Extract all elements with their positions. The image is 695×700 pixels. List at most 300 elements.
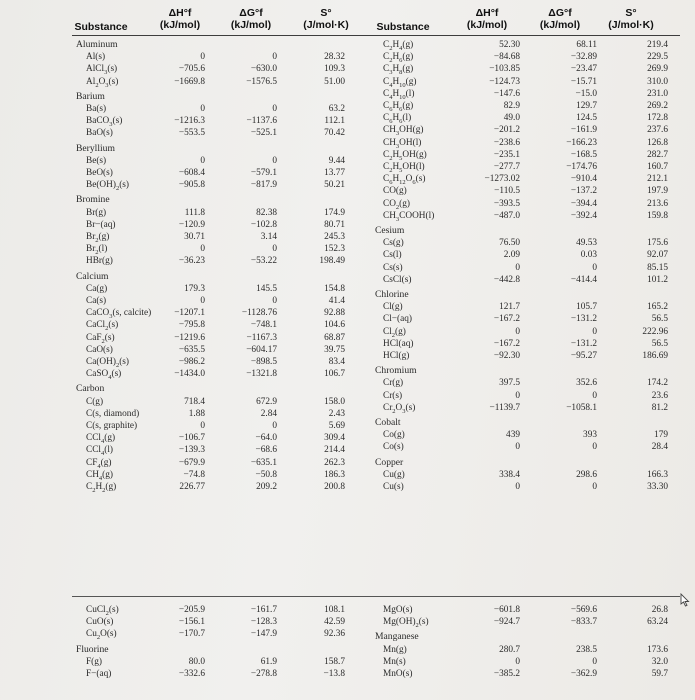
gibbs-value: 209.2 [256,482,277,492]
table-row [0,112,695,124]
substance-name: HBr(g) [86,256,113,267]
element-group-heading: Manganese [375,631,419,643]
gibbs-value: 0 [592,262,597,273]
entropy-value: 63.24 [647,617,668,628]
enthalpy-value: −92.30 [493,351,520,361]
enthalpy-value: −986.2 [178,357,205,367]
entropy-value: 126.8 [647,137,668,148]
substance-name: $C_6H_{12}O_6(s)$ [383,174,426,187]
enthalpy-unit: (kJ/mol) [159,18,201,31]
substance-name: CsCl(s) [383,274,412,285]
table-row [0,457,695,469]
enthalpy-value: −601.8 [493,605,520,615]
substance-name: HCl(g) [383,351,410,361]
enthalpy-value: −74.8 [183,469,205,480]
enthalpy-value: −1219.6 [174,332,205,343]
gibbs-value: 0 [272,421,277,431]
table-row [0,481,695,493]
entropy-value: 70.42 [324,128,345,139]
gibbs-value: 3.14 [260,232,277,242]
enthalpy-value: −553.5 [178,128,205,139]
element-group-heading: Copper [375,456,404,468]
entropy-value: 50.21 [324,180,345,191]
substance-name: $C_2H_5OH(l)$ [383,162,425,174]
entropy-value: 165.2 [647,302,668,313]
gibbs-value: −174.76 [566,162,597,172]
entropy-value: 229.5 [647,52,668,63]
table-row [0,237,695,249]
substance-name: $Cl_2(g)$ [383,326,406,339]
gibbs-value: 0 [272,155,277,166]
substance-name: CuO(s) [86,617,114,628]
gibbs-value: −95.27 [570,351,597,361]
gibbs-value: 68.11 [576,40,597,50]
enthalpy-value: −1434.0 [174,369,205,380]
substance-name: MnO(s) [383,669,413,679]
entropy-value: 186.3 [324,469,345,480]
entropy-value: 68.87 [324,332,345,343]
gibbs-value: −898.5 [250,357,277,367]
substance-name: $C_2H_5OH(g)$ [383,149,427,162]
substance-name: $C_3H_8(g)$ [383,64,414,77]
gibbs-value: 129.7 [576,101,597,111]
entropy-value: 92.36 [324,629,345,640]
enthalpy-value: 80.0 [188,656,205,667]
gibbs-value: 0 [592,390,597,401]
substance-name: AlCl$_3$(s) [86,64,118,77]
entropy-value: 108.1 [324,605,345,615]
substance-name: $Br_2(l)$ [86,244,108,257]
substance-name: $C_2H_2(g)$ [86,482,117,494]
entropy-value: 33.30 [647,482,668,492]
entropy-value: 166.3 [647,469,668,480]
gibbs-value: 49.53 [576,238,597,249]
gibbs-value: −68.6 [255,445,277,456]
gibbs-value: −604.17 [246,344,277,355]
enthalpy-value: −1216.3 [174,116,205,127]
entropy-value: 158.7 [324,656,345,667]
enthalpy-value: −201.2 [493,125,520,136]
gibbs-value: −53.22 [250,256,277,267]
substance-header-right: Substance [376,21,430,33]
entropy-value: 269.2 [647,101,668,111]
enthalpy-value: −1669.8 [174,76,205,87]
gibbs-header-left [221,0,281,37]
enthalpy-value: −170.7 [178,629,205,640]
enthalpy-header-right [457,0,517,37]
table-row [0,76,695,88]
entropy-value: 56.5 [651,314,668,325]
substance-name: MgO(s) [383,605,413,615]
entropy-value: 175.6 [647,238,668,249]
substance-name: Cu(s) [383,482,404,492]
entropy-value: 179 [654,430,668,441]
gibbs-value: −166.23 [566,137,597,148]
substance-name: $C_4H_{10}(g)$ [383,76,417,89]
entropy-value: 197.9 [647,186,668,197]
gibbs-value: −394.4 [570,198,597,209]
enthalpy-value: −608.4 [178,168,205,178]
gibbs-value: −579.1 [250,168,277,178]
entropy-value: 309.4 [324,433,345,444]
enthalpy-value: 226.77 [179,482,205,492]
gibbs-value: −392.4 [570,210,597,221]
enthalpy-value: −905.8 [178,180,205,191]
entropy-value: 186.69 [642,351,668,361]
entropy-value: 112.1 [324,116,345,127]
gibbs-value: −1321.8 [246,369,277,380]
entropy-value: 41.4 [328,296,345,306]
entropy-value: 42.59 [324,617,345,628]
entropy-value: 28.4 [651,442,668,453]
table-row [0,88,695,100]
enthalpy-value: 121.7 [499,302,520,313]
gibbs-value: −161.7 [250,605,277,615]
entropy-value: 174.2 [647,378,668,389]
enthalpy-value: 0 [200,421,205,431]
enthalpy-unit: (kJ/mol) [466,18,508,31]
substance-name: Co(s) [383,442,404,453]
substance-name: BaO(s) [86,128,113,139]
entropy-value: 80.71 [324,219,345,230]
substance-name: Be(s) [86,155,107,166]
entropy-value: 9.44 [328,155,345,166]
entropy-value: 222.96 [642,326,668,337]
enthalpy-value: −167.2 [493,338,520,349]
entropy-value: 81.2 [651,402,668,413]
entropy-value: 198.49 [319,256,345,267]
entropy-value: 83.4 [328,357,345,367]
entropy-value: 26.8 [651,605,668,615]
substance-name: $C_2H_6(g)$ [383,52,414,65]
table-row [0,51,695,63]
entropy-value: 219.4 [647,40,668,50]
gibbs-value: 105.7 [576,302,597,313]
substance-name: CaCl$_2$(s) [86,320,119,333]
element-group-heading: Cesium [375,225,405,236]
gibbs-value: −15.71 [570,76,597,87]
table-row [0,338,695,350]
substance-name: Cr(s) [383,390,403,401]
table-row [0,441,695,453]
enthalpy-value: −393.5 [493,198,520,209]
entropy-value: 282.7 [647,149,668,160]
gibbs-header-right [530,0,590,37]
entropy-value: 28.32 [324,52,345,63]
entropy-value: 154.8 [324,283,345,294]
gibbs-value: −168.5 [570,149,597,160]
enthalpy-value: −167.2 [493,314,520,325]
enthalpy-value: 0 [200,155,205,166]
entropy-value: 237.6 [647,125,668,136]
gibbs-value: 0 [592,656,597,667]
enthalpy-value: 338.4 [499,469,520,480]
gibbs-value: 0 [592,442,597,453]
gibbs-value: −131.2 [570,338,597,349]
substance-name: $Ca(OH)_2(s)$ [86,357,130,369]
gibbs-value: −414.4 [570,274,597,285]
table-row [0,656,695,668]
enthalpy-value: −205.9 [178,605,205,615]
gibbs-value: 0 [592,326,597,337]
table-row [0,274,695,286]
gibbs-value: −1576.5 [246,76,277,87]
entropy-value: 109.3 [324,64,345,75]
gibbs-value: −128.3 [250,617,277,628]
gibbs-value: −635.1 [250,457,277,468]
gibbs-value: −1128.76 [241,308,277,319]
gibbs-value: 0 [592,482,597,492]
gibbs-value: 393 [583,430,597,441]
gibbs-value: −278.8 [250,669,277,679]
substance-name: Cs(l) [383,250,402,261]
gibbs-value: −910.4 [570,174,597,185]
substance-name: HCl(aq) [383,338,414,349]
entropy-unit: (J/mol·K) [303,18,349,31]
table-row [0,628,695,640]
entropy-value: 269.9 [647,64,668,75]
table-row [0,63,695,75]
entropy-value: 310.0 [647,76,668,87]
substance-name: C(s, diamond) [86,408,140,419]
substance-name: CCl$_4$(l) [86,445,114,458]
entropy-header-left [295,0,357,37]
enthalpy-value: −84.68 [493,52,520,63]
enthalpy-symbol: ΔH°f [475,6,499,19]
table-row [0,39,695,51]
enthalpy-value: −106.7 [178,433,205,444]
enthalpy-value: 0 [200,52,205,63]
header-rule [72,35,680,36]
gibbs-value: −161.9 [570,125,597,136]
enthalpy-value: −924.7 [493,617,520,628]
substance-name: Cs(s) [383,262,403,273]
enthalpy-value: 0 [515,390,520,401]
gibbs-value: 0 [272,296,277,306]
gibbs-value: −32.89 [570,52,597,63]
table-row [0,469,695,481]
substance-name: Co(g) [383,430,405,441]
substance-name: $CH_3COOH(l)$ [383,210,435,223]
substance-name: Mn(s) [383,656,406,667]
table-row [0,616,695,628]
gibbs-value: −102.8 [250,219,277,230]
enthalpy-value: −679.9 [178,457,205,468]
entropy-header-right [600,0,662,37]
substance-name: CaO(s) [86,344,113,355]
gibbs-value: −1137.6 [246,116,277,127]
substance-name: Cl(g) [383,302,403,313]
gibbs-value: −833.7 [570,617,597,628]
enthalpy-value: 2.09 [503,250,520,261]
enthalpy-value: −103.85 [489,64,520,75]
gibbs-value: −1058.1 [566,402,597,413]
substance-name: $CH_3OH(l)$ [383,137,422,150]
entropy-value: 106.7 [324,369,345,380]
enthalpy-value: −139.3 [178,445,205,456]
entropy-value: 245.3 [324,232,345,242]
substance-name: CaSO$_4$(s) [86,369,122,382]
gibbs-value: 0.03 [580,250,597,261]
gibbs-value: 82.38 [256,207,277,218]
enthalpy-value: −238.6 [493,137,520,148]
table-row [0,185,695,197]
enthalpy-value: −124.73 [489,76,520,87]
entropy-value: 231.0 [647,88,668,99]
enthalpy-value: 0 [200,296,205,306]
entropy-symbol: S° [625,6,637,19]
substance-name: CaCO$_3$(s, calcite) [86,308,152,321]
substance-name: Cs(g) [383,238,404,249]
gibbs-value: −630.0 [250,64,277,75]
entropy-value: 173.6 [647,644,668,655]
table-row [0,249,695,261]
substance-name: Ca(g) [86,283,108,294]
entropy-value: 174.9 [324,207,345,218]
enthalpy-value: 718.4 [184,396,205,407]
gibbs-value: −137.2 [570,186,597,197]
gibbs-value: 672.9 [256,396,277,407]
substance-name: Mn(g) [383,644,407,655]
substance-name: $Cu_2O(s)$ [86,629,117,642]
gibbs-value: −525.1 [250,128,277,139]
table-row [0,137,695,149]
enthalpy-value: −156.1 [178,617,205,628]
gibbs-value: −362.9 [570,669,597,679]
enthalpy-value: −36.23 [178,256,205,267]
substance-name: C(s, graphite) [86,421,138,431]
enthalpy-value: −635.5 [178,344,205,355]
table-row [0,301,695,313]
element-group-heading: Cobalt [375,417,401,428]
enthalpy-value: −1207.1 [174,308,205,319]
enthalpy-value: −120.9 [178,219,205,230]
substance-name: Cu(g) [383,469,405,480]
enthalpy-value: 1.88 [188,408,205,419]
substance-name: $CO_2(g)$ [383,198,411,211]
table-row [0,173,695,185]
table-row [0,377,695,389]
substance-name: $C_6H_6(g)$ [383,101,414,113]
table-row [0,313,695,325]
enthalpy-value: 76.50 [499,238,520,249]
table-row [0,402,695,414]
element-group-heading: Fluorine [76,643,109,655]
substance-name: $Br_2(g)$ [86,232,110,244]
table-row [0,390,695,402]
gibbs-value: −569.6 [570,605,597,615]
entropy-unit: (J/mol·K) [608,18,654,31]
table-row [0,210,695,222]
table-row [0,326,695,338]
element-group-heading: Calcium [76,270,109,282]
enthalpy-value: 49.0 [503,113,520,124]
enthalpy-value: 0 [515,656,520,667]
enthalpy-value: −110.5 [494,186,520,197]
element-group-heading: Beryllium [76,142,115,154]
enthalpy-value: −235.1 [493,149,520,160]
enthalpy-value: 439 [506,430,520,441]
entropy-value: 56.5 [651,338,668,349]
substance-header-left: Substance [74,21,128,33]
enthalpy-value: −332.6 [178,669,205,679]
gibbs-value: −50.8 [255,469,277,480]
entropy-value: 172.8 [647,113,668,124]
enthalpy-value: 82.9 [503,101,520,111]
substance-name: $Al_2O_3(s)$ [86,76,119,89]
entropy-value: −13.8 [323,669,345,679]
substance-name: $CH_3OH(g)$ [383,125,424,138]
substance-name: Br−(aq) [86,219,116,230]
table-row [0,100,695,112]
substance-name: BaCO$_3$(s) [86,116,123,129]
substance-name: BeO(s) [86,168,113,178]
gibbs-symbol: ΔG°f [548,6,572,19]
gibbs-value: −23.47 [570,64,597,75]
entropy-value: 13.77 [324,168,345,178]
substance-name: CO(g) [383,186,407,197]
enthalpy-value: 0 [200,104,205,114]
enthalpy-value: −1273.02 [484,174,520,185]
table-row [0,604,695,616]
enthalpy-value: 0 [515,482,520,492]
gibbs-value: 0 [272,244,277,255]
enthalpy-value: 0 [515,442,520,453]
gibbs-value: −748.1 [250,320,277,331]
enthalpy-value: −277.7 [493,162,520,172]
substance-name: F−(aq) [86,669,112,679]
gibbs-value: 298.6 [576,469,597,480]
table-row [0,350,695,362]
substance-name: CaF$_2$(s) [86,332,115,345]
entropy-value: 39.75 [324,344,345,355]
gibbs-value: −817.9 [250,180,277,191]
substance-name: $C_2H_4(g)$ [383,40,414,52]
enthalpy-value: 0 [515,262,520,273]
substance-name: Cl−(aq) [383,314,412,325]
enthalpy-value: 397.5 [499,378,520,389]
enthalpy-value: 179.3 [184,283,205,294]
enthalpy-value: −147.6 [493,88,520,99]
gibbs-value: 0 [272,52,277,63]
gibbs-value: 124.5 [576,113,597,124]
element-group-heading: Carbon [76,383,105,395]
entropy-value: 213.6 [647,198,668,209]
entropy-value: 92.07 [647,250,668,261]
entropy-value: 159.8 [647,210,668,221]
gibbs-value: 145.5 [256,283,277,294]
enthalpy-value: −705.6 [178,64,205,75]
gibbs-unit: (kJ/mol) [539,18,581,31]
substance-name: CuCl$_2$(s) [86,605,119,617]
substance-name: Al(s) [86,52,106,63]
substance-name: $Cr_2O_3(s)$ [383,402,416,415]
entropy-value: 85.15 [647,262,668,273]
table-row [0,262,695,274]
table-row [0,124,695,136]
mouse-pointer-icon [678,593,692,607]
table-row [0,429,695,441]
entropy-value: 32.0 [651,656,668,667]
substance-name: C(g) [86,396,104,407]
entropy-value: 214.4 [324,445,345,456]
enthalpy-symbol: ΔH°f [168,6,192,19]
table-row [0,644,695,656]
substance-name: CCl$_4$(g) [86,433,116,446]
enthalpy-value: 280.7 [499,644,520,655]
gibbs-unit: (kJ/mol) [230,18,272,31]
enthalpy-value: −795.8 [178,320,205,331]
